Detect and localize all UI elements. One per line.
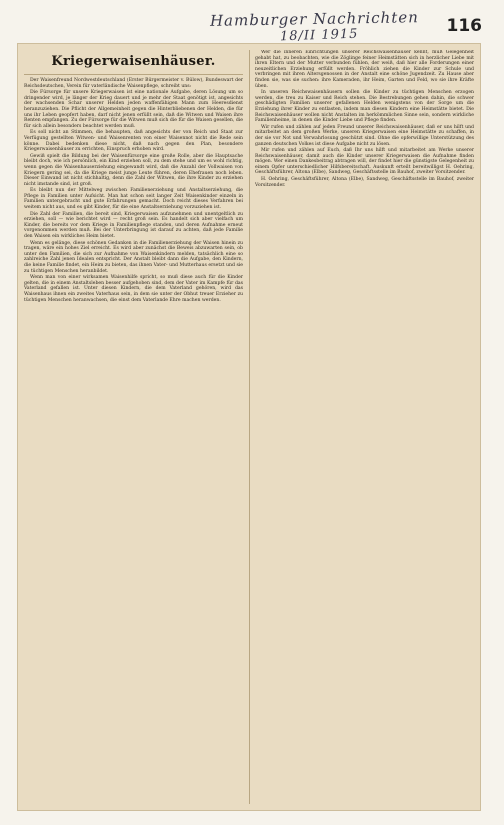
article-paragraph: Es soll nicht an Stimmen, die behaupten, daß angesichts der von Reich und Staat zur Verfügung gestellten Witwen- und Waisenrenten von einer Waisennot nicht die Rede sein könne. Dabei bedenken diese nicht, daß nach gegen den Plan, besondere Kriegerwaisenhäuser zu errichten, Einspruch erhoben wird. bbox=[24, 130, 243, 153]
article-column-right bbox=[249, 50, 474, 804]
article-paragraph: Die Zahl der Familien, die bereit sind, Kriegerwaisen aufzunehmen und unentgeltlich zu erziehen, soll — wie berichtet wird — recht groß sein. Es handelt sich aber vielfach um Kinder, die bereits vor dem Kriege in Familienpflege standen, und deren Aufnahme erneut vorgenommen werden muß. Bei der Unterbringung ist darauf zu achten, daß jede Familie den Waisen ein wirkliches Heim bietet. bbox=[24, 211, 243, 240]
article-paragraph: Mir rufen und zählen auf Euch, daß Ihr uns hilft und mitarbeitet am Werke unserer Reichswaisenhäuser, damit auch die Kinder unserer Kriegerwaisen die Aufnahme finden mögen. Wer einen Dankesbeitrag abtragen will, der findet hier die günstigste Gelegenheit zu einem Opfer unterschiedlicher Hilfsbereitschaft. Auskunft erteilt bereitwilligst H. Oehring, Geschäftsführer, Altona (Elbe), Sandweg, Geschäftsstelle im Bauhof, zweiter Vorsitzender. bbox=[255, 148, 474, 176]
annotation-newspaper: Hamburger Nachrichten bbox=[209, 8, 419, 30]
article-paragraph: In unseren Reichswaisenhäusern sollen die Kinder zu tüchtigen Menschen erzogen werden, die treu zu Kaiser und Reich stehen. Die Bestrebungen gehen dahin, die schwer geschädigten Familien unserer gefallenen Helden wenigstens von der Sorge um die Erziehung ihrer Kinder zu entlasten, indem man diesen Kindern eine Heimstätte bietet. Die Reichswaisenhäuser wollen nicht Anstalten im herkömmlichen Sinne sein, sondern wirkliche Familienheime, in denen die Kinder Liebe und Pflege finden. bbox=[255, 90, 474, 124]
newspaper-clipping bbox=[18, 44, 480, 810]
article-paragraph: Gewiß spielt die Bildung bei der Waisenfürsorge eine große Rolle, aber die Hauptsache bleibt doch, wie ich persönlich, ein Kind erziehen soll, zu dem stehe und um es wohl richtig, wenn gegen die Waisenhauserziehung eingewandt wird, daß die Anzahl der Vollwaisen von Kriegern gering sei, da die Kriege meist junge Leute führen, deren Ehefrauen noch leben. Dieser Einwand ist nicht stichhaltig, denn die Zahl der Witwen, die ihre Kinder zu erziehen nicht imstande sind, ist groß. bbox=[24, 153, 243, 187]
article-paragraph: Die Fürsorge für unsere Kriegerwaisen ist eine nationale Aufgabe, deren Lösung um so dringender wird, je länger der Krieg dauert und je mehr der Staat genötigt ist, angesichts der wachsenden Schar unserer Helden jeden waffenfähigen Mann zum Heeresdienst heranzuziehen. Die Pflicht der Allgemeinheit gegen die Hinterbliebenen der Helden, die für uns ihr Leben geopfert haben, darf nicht jenen erfüllt sein, daß die Witwen und Waisen ihre Renten empfangen. Zu der Fürsorge für die Witwen muß sich die für die Waisen gesellen, die für sich allein besonders beachtet werden muß. bbox=[24, 90, 243, 129]
handwritten-annotation bbox=[210, 6, 440, 46]
article-author-line: H. Oehring, Geschäftsführer, Altona (Elbe), Sandweg, Geschäftsstelle im Bauhof, zweiter Vorsitzender. bbox=[255, 177, 474, 188]
annotation-date: 18/II 1915 bbox=[279, 26, 359, 45]
article-paragraph: Wenn man von einer wirksamen Waisenhilfe spricht, so muß diese auch für die Kinder gelten, die in einem Anstaltsleben besser aufgehoben sind, dem der Vater im Kampfe für das Vaterland gefallen ist. Unter diesen Kindern, die dem Vaterland gehören, wird das Waisenhaus ihnen ein zweites Vaterhaus sein, in dem sie unter der Obhut treuer Erzieher zu tüchtigen Menschen heranwachsen, die einst dem Vaterlande Ehre machen werden. bbox=[24, 275, 243, 303]
article-paragraph: Es bleibt nun der Mittelweg zwischen Familienerziehung und Anstaltserziehung, die Pflege in Familien unter Aufsicht. Man hat schon seit langer Zeit Waisenkinder einzeln in Familien untergebracht und gute Erfahrungen gemacht. Doch reicht dieses Verfahren bei weitem nicht aus, und es gibt Kinder, für die eine Anstaltserziehung vorzuziehen ist. bbox=[24, 188, 243, 211]
article-title: Kriegerwaisenhäuser. bbox=[51, 54, 216, 69]
title-rule bbox=[24, 74, 243, 75]
article-paragraph: Wir rufen und zählen auf jeden Freund unserer Reichswaisenhäuser, daß er uns hilft und mitarbeitet an dem großen Werke, unseren Kriegerwaisen eine Heimstätte zu schaffen, in der sie vor Not und Verwahrlosung geschützt sind. Ohne die opferwillige Unterstützung des ganzen deutschen Volkes ist diese Aufgabe nicht zu lösen. bbox=[255, 124, 474, 147]
article-paragraph: Der Waisenfreund Nordwestdeutschland (Erster Bürgermeister v. Bülow), Bundeswart der Reichsdeutschen, Verein für vaterländische Waisenpflege, schreibt uns: bbox=[24, 78, 243, 89]
article-column-left bbox=[24, 50, 243, 804]
page-number: 116 bbox=[446, 16, 482, 36]
article-paragraph: Wer die inneren Einrichtungen unserer Reichswaisenhäuser kennt, muß Gelegenheit gehabt hat, zu beobachten, wie die Zöglinge feiner Heimstätten sich in herzlicher Liebe mit ihren Eltern und der Mutter verbunden fühlen, der weiß, daß hier alle Forderungen einer neuzeitlichen Erziehung erfüllt werden. Fröhlich ziehen die Kinder zur Schule und verbringen mit ihren Altersgenossen in der Anstalt eine schöne Jugendzeit. Zu Hause aber finden sie, was sie suchen: ihre Kameraden, ihr Heim, Garten und Feld, wo sie ihre Kräfte üben. bbox=[255, 50, 474, 89]
article-paragraph: Wenn es gelänge, diese schönen Gedanken in die Familienerziehung der Waisen hinein zu tragen, wäre ein hohes Ziel erreicht. Es wird aber zunächst die Beweis abzuwarten sein, ob unter den Familien, die sich zur Aufnahme von Waisenkindern melden, tatsächlich eine so zahlreiche Zahl jenen Idealen entspricht. Der Anstalt bleibt dann die Aufgabe, den Kindern, die keine Familie findet, ein Heim zu bieten, das ihnen Vater- und Mutterhaus ersetzt und sie zu tüchtigen Menschen heranbildet. bbox=[24, 240, 243, 274]
